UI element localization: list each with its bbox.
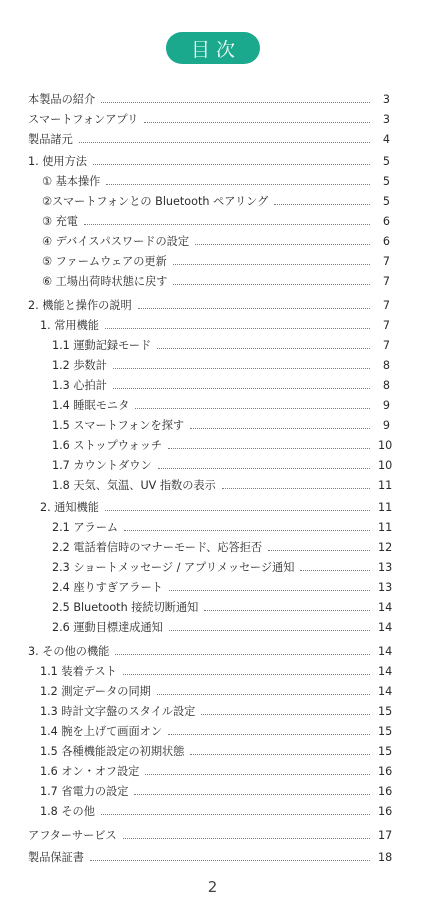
toc-entry-page: 7 [382,255,390,268]
toc-entry [40,764,393,780]
dot-leader [138,308,370,309]
toc-entry-page: 5 [382,155,390,168]
dot-leader [195,244,370,245]
toc-entry-label: アフターサービス [28,829,117,842]
toc-entry-page: 14 [378,645,393,658]
toc-entry-page: 16 [378,805,393,818]
dot-leader [113,368,370,369]
toc-entry-page: 11 [378,521,393,534]
dot-leader [190,428,370,429]
dot-leader [101,102,370,103]
toc-entry-page: 13 [378,561,393,574]
toc-entry [40,724,393,740]
toc-entry [52,560,393,576]
toc-entry-page: 13 [378,581,393,594]
toc-entry-page: 12 [378,541,393,554]
toc-entry-page: 15 [378,745,393,758]
dot-leader [113,388,370,389]
toc-entry-page: 7 [382,299,390,312]
toc-entry-page: 10 [378,459,393,472]
toc-entry-label: 1.3 時計文字盤のスタイル設定 [40,705,196,718]
toc-entry-label: 本製品の紹介 [28,93,96,106]
toc-entry-label: 1.8 その他 [40,805,95,818]
toc-entry-label: 1.1 装着テスト [40,665,117,678]
toc-entry [42,254,390,270]
dot-leader [222,488,370,489]
toc-entry-page: 3 [382,93,390,106]
toc-entry-label: 1.7 カウントダウン [52,459,152,472]
toc-entry [52,378,390,394]
toc-entry-label: 2.2 電話着信時のマナーモード、応答拒否 [52,541,263,554]
toc-entry [40,500,393,516]
toc-entry-page: 17 [378,829,393,842]
toc-entry-page: 14 [378,665,393,678]
toc-entry-label: 1.4 腕を上げて画面オン [40,725,163,738]
toc-entry [28,132,390,148]
dot-leader [274,204,370,205]
toc-entry [28,112,390,128]
dot-leader [105,328,370,329]
toc-entry [28,828,393,844]
toc-entry-label: 1.3 心拍計 [52,379,107,392]
toc-entry-label: 2. 機能と操作の説明 [28,299,132,312]
toc-entry-page: 9 [382,419,390,432]
toc-entry [42,194,390,210]
toc-entry-label: 1.1 運動記録モード [52,339,152,352]
dot-leader [101,814,370,815]
toc-entry-label: 1.2 歩数計 [52,359,107,372]
toc-entry [52,540,393,556]
toc-entry-page: 4 [382,133,390,146]
toc-entry-label: 2.3 ショートメッセージ / アプリメッセージ通知 [52,561,295,574]
toc-entry [40,804,393,820]
toc-entry-label: ②スマートフォンとの Bluetooth ペアリング [42,195,269,208]
toc-entry [40,704,393,720]
toc-entry [28,298,390,314]
toc-entry-page: 11 [378,501,393,514]
toc-entry-label: スマートフォンアプリ [28,113,139,126]
dot-leader [173,284,370,285]
dot-leader [123,674,370,675]
toc-entry-page: 7 [382,275,390,288]
dot-leader [168,734,370,735]
toc-entry-label: ① 基本操作 [42,175,101,188]
toc-entry-page: 9 [382,399,390,412]
dot-leader [268,550,370,551]
toc-entry-label: 1.6 オン・オフ設定 [40,765,140,778]
toc-entry-page: 7 [382,319,390,332]
toc-entry [28,92,390,108]
dot-leader [145,774,370,775]
dot-leader [169,590,370,591]
toc-entry-label: 2.1 アラーム [52,521,119,534]
toc-entry-page: 11 [378,479,393,492]
toc-entry-label: 2.5 Bluetooth 接続切断通知 [52,601,199,614]
toc-entry [52,438,393,454]
toc-entry-label: 2.6 運動目標達成通知 [52,621,163,634]
dot-leader [123,838,370,839]
toc-entry [40,664,393,680]
toc-entry [42,174,390,190]
toc-entry [40,784,393,800]
toc-entry-page: 5 [382,175,390,188]
toc-entry [28,644,393,660]
toc-entry [52,398,390,414]
dot-leader [204,610,370,611]
dot-leader [158,468,370,469]
toc-entry-label: 1.8 天気、気温、UV 指数の表示 [52,479,216,492]
toc-entry-page: 10 [378,439,393,452]
toc-entry-label: 1. 常用機能 [40,319,99,332]
toc-entry [52,520,393,536]
dot-leader [134,794,370,795]
dot-leader [115,654,370,655]
toc-title: 目次 [166,32,260,64]
toc-entry-label: 1.4 睡眠モニタ [52,399,130,412]
toc-entry [52,620,393,636]
toc-entry [40,318,390,334]
dot-leader [300,570,370,571]
toc-entry [52,580,393,596]
toc-entry [52,338,390,354]
dot-leader [84,224,370,225]
dot-leader [168,448,370,449]
dot-leader [190,754,370,755]
dot-leader [124,530,370,531]
toc-entry-page: 5 [382,195,390,208]
toc-entry-page: 7 [382,339,390,352]
dot-leader [93,164,370,165]
toc-entry-label: ⑥ 工場出荷時状態に戻す [42,275,168,288]
dot-leader [106,184,370,185]
toc-entry-page: 8 [382,359,390,372]
toc-entry [40,744,393,760]
toc-entry-label: 3. その他の機能 [28,645,110,658]
dot-leader [201,714,370,715]
toc-entry-label: 1.6 ストップウォッチ [52,439,163,452]
toc-entry-page: 3 [382,113,390,126]
toc-entry-page: 8 [382,379,390,392]
toc-entry-page: 6 [382,235,390,248]
dot-leader [135,408,370,409]
toc-entry-page: 14 [378,685,393,698]
toc-entry [52,418,390,434]
toc-entry [52,600,393,616]
toc-entry [42,274,390,290]
dot-leader [90,860,370,861]
toc-entry-label: 2. 通知機能 [40,501,99,514]
toc-entry-page: 14 [378,621,393,634]
page-number: 2 [207,878,218,896]
toc-entry-label: ③ 充電 [42,215,78,228]
toc-entry-label: ④ デバイスパスワードの設定 [42,235,190,248]
toc-entry-label: 製品保証書 [28,851,84,864]
toc-entry-page: 14 [378,601,393,614]
toc-entry-label: ⑤ ファームウェアの更新 [42,255,167,268]
dot-leader [157,348,370,349]
dot-leader [144,122,370,123]
toc-entry-label: 2.4 座りすぎアラート [52,581,163,594]
dot-leader [169,630,370,631]
toc-entry [42,214,390,230]
toc-entry-label: 1. 使用方法 [28,155,87,168]
toc-entry [28,850,393,866]
dot-leader [173,264,370,265]
toc-entry [52,458,393,474]
toc-entry [28,154,390,170]
toc-entry [42,234,390,250]
toc-entry [52,478,393,494]
toc-entry-label: 1.7 省電力の設定 [40,785,129,798]
toc-entry [40,684,393,700]
toc-entry-label: 1.2 測定データの同期 [40,685,151,698]
toc-entry-label: 1.5 各種機能設定の初期状態 [40,745,185,758]
toc-entry [52,358,390,374]
toc-entry-label: 製品諸元 [28,133,73,146]
toc-entry-page: 15 [378,725,393,738]
dot-leader [157,694,370,695]
dot-leader [79,142,370,143]
toc-entry-page: 15 [378,705,393,718]
toc-entry-page: 18 [378,851,393,864]
toc-entry-page: 6 [382,215,390,228]
dot-leader [105,510,370,511]
toc-entry-page: 16 [378,765,393,778]
toc-entry-page: 16 [378,785,393,798]
toc-entry-label: 1.5 スマートフォンを探す [52,419,185,432]
